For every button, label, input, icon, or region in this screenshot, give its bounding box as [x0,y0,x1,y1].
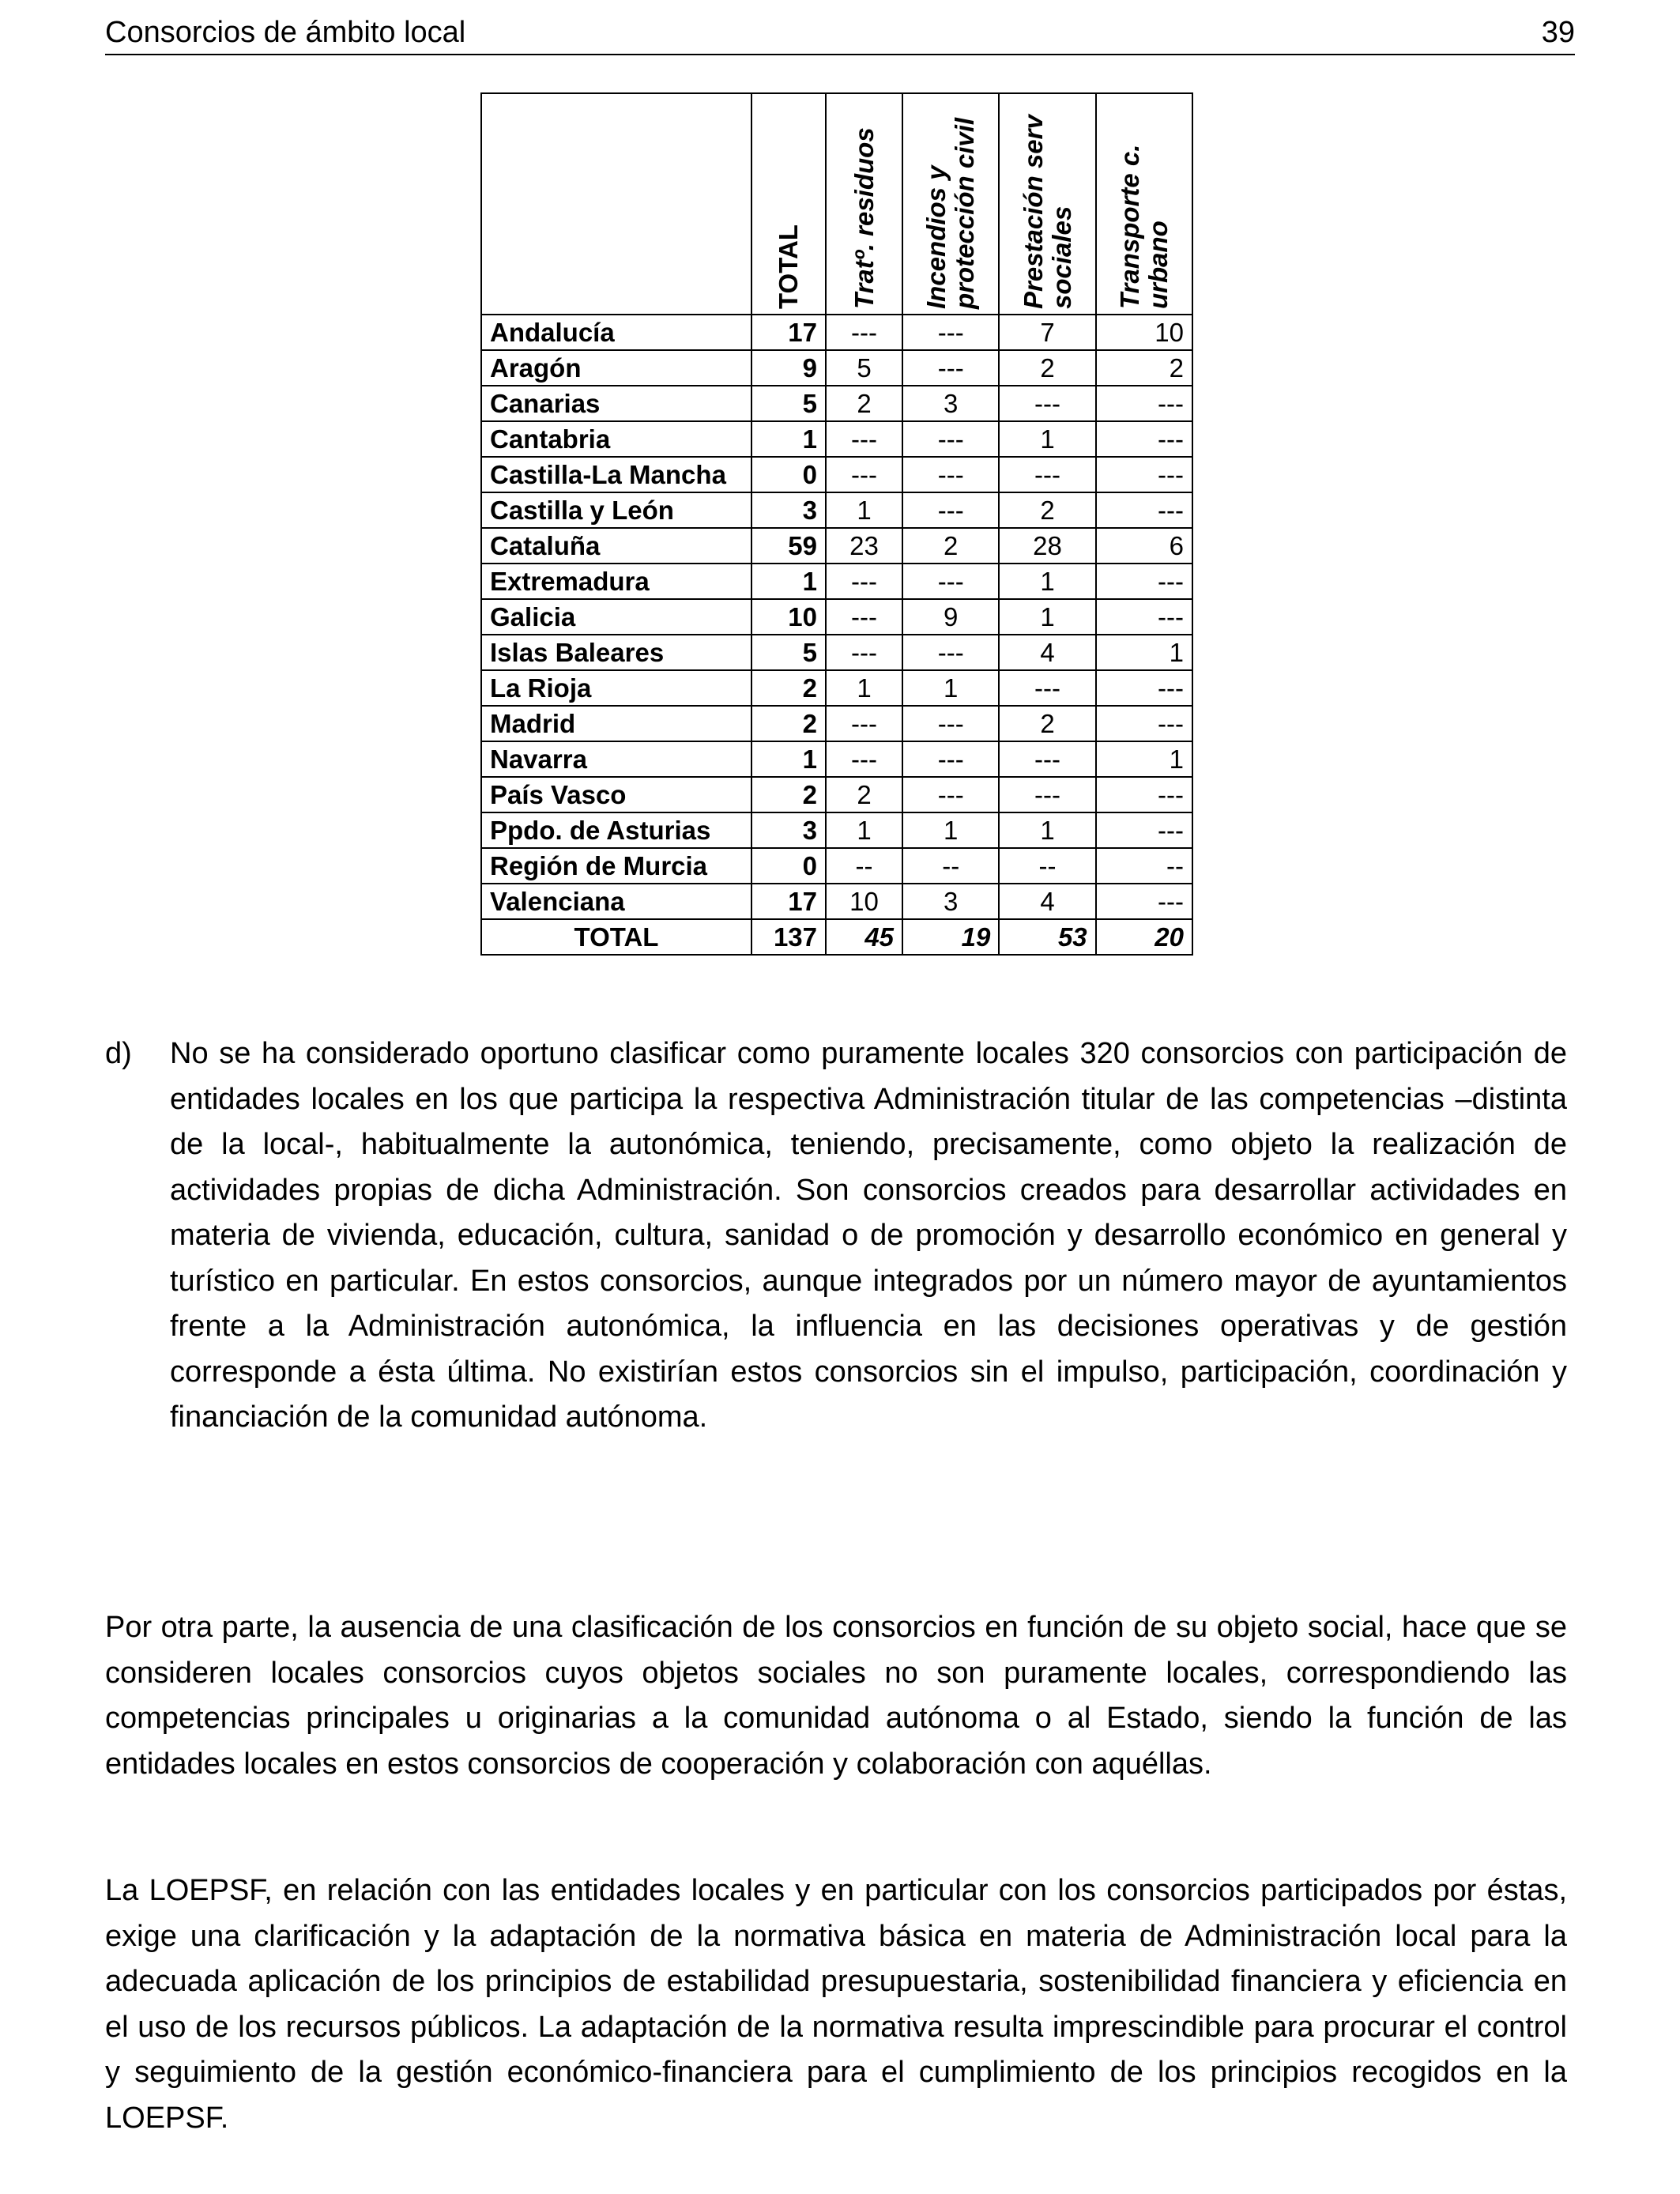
region-cell: Región de Murcia [481,848,751,884]
total-cell: 2 [751,777,826,812]
paragraph: La LOEPSF, en relación con las entidades locales y en particular con los consorcios participados por éstas, exige una clarificación y la adaptación de la normativa básica en materia de Administración local para la adecuada aplicación de los principios de estabilidad presupuestaria, sostenibilidad financiera y eficiencia en el uso de los recursos públicos. La adaptación de la normativa resulta imprescindible para procurar el control y seguimiento de la gestión económico-financiera para el cumplimiento de los principios recogidos en la LOEPSF. [105,1874,1567,2135]
table-row [481,386,1192,421]
region-cell: Navarra [481,741,751,777]
value-cell: 10 [826,884,902,919]
value-cell: --- [826,315,902,350]
value-cell: --- [902,706,999,741]
column-header-label: TOTAL [774,224,803,309]
value-cell: -- [902,848,999,884]
value-cell: --- [902,741,999,777]
column-header [1096,93,1192,315]
total-cell: 1 [751,421,826,457]
total-cell: 9 [751,350,826,386]
total-cell: 17 [751,315,826,350]
value-cell: --- [902,492,999,528]
value-cell: 23 [826,528,902,564]
region-cell: País Vasco [481,777,751,812]
value-cell: --- [902,350,999,386]
region-cell: Castilla y León [481,492,751,528]
value-cell: 1 [826,670,902,706]
total-cell: 10 [751,599,826,635]
table-row [481,528,1192,564]
value-cell: --- [999,741,1095,777]
table-row [481,492,1192,528]
table-row [481,421,1192,457]
value-cell: 2 [999,350,1095,386]
value-cell: --- [1096,777,1192,812]
table-row [481,599,1192,635]
value-cell: --- [1096,599,1192,635]
value-cell: 6 [1096,528,1192,564]
value-cell: --- [1096,706,1192,741]
total-cell: 5 [751,386,826,421]
region-cell: Madrid [481,706,751,741]
value-cell: --- [826,741,902,777]
value-cell: 1 [1096,741,1192,777]
column-header-label: Tratº. residuos [849,127,879,309]
column-total-cell: 53 [999,919,1095,955]
value-cell: --- [1096,564,1192,599]
total-cell: 17 [751,884,826,919]
total-label-cell: TOTAL [481,919,751,955]
region-cell: Ppdo. de Asturias [481,812,751,848]
total-cell: 2 [751,670,826,706]
value-cell: --- [999,777,1095,812]
region-cell: Castilla-La Mancha [481,457,751,492]
region-cell: Andalucía [481,315,751,350]
value-cell: 7 [999,315,1095,350]
value-cell: 1 [902,670,999,706]
value-cell: 1 [902,812,999,848]
table-row [481,635,1192,670]
value-cell: --- [1096,670,1192,706]
value-cell: --- [902,315,999,350]
column-header [826,93,902,315]
table-row [481,848,1192,884]
table-total-row [481,919,1192,955]
value-cell: 2 [1096,350,1192,386]
table-row [481,564,1192,599]
value-cell: 1 [999,421,1095,457]
value-cell: 2 [826,386,902,421]
value-cell: 2 [999,492,1095,528]
value-cell: --- [826,421,902,457]
value-cell: 28 [999,528,1095,564]
column-total-cell: 20 [1096,919,1192,955]
value-cell: --- [902,564,999,599]
table-corner-cell [481,93,751,315]
value-cell: 4 [999,635,1095,670]
table-row [481,706,1192,741]
value-cell: 1 [999,812,1095,848]
value-cell: --- [999,670,1095,706]
value-cell: 1 [999,564,1095,599]
value-cell: --- [1096,884,1192,919]
table-row [481,741,1192,777]
region-cell: Aragón [481,350,751,386]
value-cell: --- [1096,386,1192,421]
value-cell: --- [1096,457,1192,492]
header-title: Consorcios de ámbito local [105,16,466,49]
total-cell: 3 [751,812,826,848]
region-cell: Galicia [481,599,751,635]
column-total-cell: 19 [902,919,999,955]
value-cell: -- [1096,848,1192,884]
total-cell: 59 [751,528,826,564]
region-cell: Valenciana [481,884,751,919]
total-cell: 1 [751,564,826,599]
table-row [481,315,1192,350]
value-cell: --- [902,635,999,670]
value-cell: 3 [902,386,999,421]
value-cell: 1 [1096,635,1192,670]
value-cell: --- [826,564,902,599]
total-cell: 3 [751,492,826,528]
list-marker: d) [105,1037,132,1070]
column-total-cell: 45 [826,919,902,955]
region-cell: La Rioja [481,670,751,706]
grand-total-cell: 137 [751,919,826,955]
table-header-row [481,93,1192,315]
value-cell: 2 [826,777,902,812]
consortia-table [480,92,1193,956]
region-cell: Canarias [481,386,751,421]
region-cell: Cantabria [481,421,751,457]
region-cell: Extremadura [481,564,751,599]
total-cell: 0 [751,457,826,492]
total-cell: 0 [751,848,826,884]
column-header [999,93,1095,315]
value-cell: 2 [999,706,1095,741]
value-cell: --- [902,421,999,457]
value-cell: 1 [826,812,902,848]
value-cell: --- [1096,421,1192,457]
table-row [481,777,1192,812]
column-header-label: Incendios y protección civil [921,117,980,309]
value-cell: --- [1096,492,1192,528]
total-cell: 2 [751,706,826,741]
column-header [902,93,999,315]
value-cell: --- [826,706,902,741]
table-row [481,350,1192,386]
column-header-label: Prestación serv sociales [1018,115,1076,309]
value-cell: 2 [902,528,999,564]
paragraph: Por otra parte, la ausencia de una clasificación de los consorcios en función de su objeto social, hace que se consideren locales consorcios cuyos objetos sociales no son puramente locales, correspondiendo las competencias principales u originarias a la comunidad autónoma o al Estado, siendo la función de las entidades locales en estos consorcios de cooperación y colaboración con aquéllas. [105,1611,1567,1781]
value-cell: -- [826,848,902,884]
value-cell: 10 [1096,315,1192,350]
value-cell: -- [999,848,1095,884]
value-cell: 1 [826,492,902,528]
value-cell: --- [826,635,902,670]
value-cell: 5 [826,350,902,386]
value-cell: --- [1096,812,1192,848]
value-cell: 9 [902,599,999,635]
table-row [481,670,1192,706]
region-cell: Cataluña [481,528,751,564]
value-cell: --- [999,457,1095,492]
value-cell: --- [826,599,902,635]
table-row [481,457,1192,492]
region-cell: Islas Baleares [481,635,751,670]
value-cell: --- [826,457,902,492]
paragraph-d: No se ha considerado oportuno clasificar como puramente locales 320 consorcios con participación de entidades locales en los que participa la respectiva Administración titular de las competencias –distinta de la local-, habitualmente la autonómica, teniendo, precisamente, como objeto la realización de actividades propias de dicha Administración. Son consorcios creados para desarrollar actividades en materia de vivienda, educación, cultura, sanidad o de promoción y desarrollo económico en general y turístico en particular. En estos consorcios, aunque integrados por un número mayor de ayuntamientos frente a la Administración autonómica, la influencia en las decisiones operativas y de gestión corresponde a ésta última. No existirían estos consorcios sin el impulso, participación, coordinación y financiación de la comunidad autónoma. [170,1037,1567,1434]
table-body [481,315,1192,955]
table-row [481,812,1192,848]
value-cell: 4 [999,884,1095,919]
total-cell: 5 [751,635,826,670]
table-row [481,884,1192,919]
column-header-label: Transporte c. urbano [1114,144,1173,309]
total-cell: 1 [751,741,826,777]
value-cell: 1 [999,599,1095,635]
page-number: 39 [1541,16,1575,49]
value-cell: --- [902,777,999,812]
value-cell: 3 [902,884,999,919]
column-header [751,93,826,315]
value-cell: --- [902,457,999,492]
page-header [105,8,1575,55]
value-cell: --- [999,386,1095,421]
